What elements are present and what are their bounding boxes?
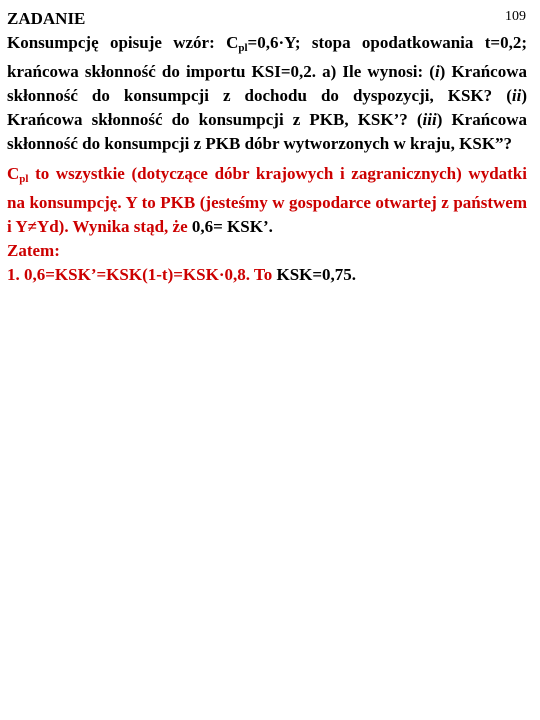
answer-p1-c: 0,6= KSK’.	[191, 217, 273, 236]
question-2-text: ) Krańcowa skłonność do konsumpcji z PKB, KSK’? (	[7, 86, 527, 129]
answer-p3-b: KSK=0,75.	[276, 265, 357, 284]
question-3-label: iii	[422, 110, 437, 129]
task-intro-subscript: pl	[238, 42, 248, 54]
answer-p3-a: 1. 0,6=KSK’=KSK(1-t)=KSK·0,8. To	[7, 265, 277, 284]
question-2-label: ii	[511, 86, 522, 105]
page-number: 109	[505, 9, 526, 24]
answer-p1-subscript: pl	[19, 173, 29, 185]
answer-paragraph-3	[7, 263, 527, 287]
question-1-label: i	[434, 62, 440, 81]
question-3-text: ) Krańcowa skłonność do konsumpcji z PKB dóbr wytworzonych w kraju, KSK”?	[7, 110, 527, 153]
answer-paragraph-1	[7, 162, 527, 239]
task-intro-2: =0,6·Y; stopa opodatkowania t=0,2; krańcowa skłonność do importu KSI=0,2. a) Ile wynosi: (	[7, 33, 527, 81]
question-1-text: ) Krańcowa skłonność do konsumpcji z dochodu do dyspozycji, KSK? (	[7, 62, 527, 105]
answer-block	[7, 162, 527, 287]
task-intro-1: Konsumpcję opisuje wzór: C	[7, 33, 239, 52]
task-text	[7, 31, 527, 156]
answer-paragraph-2: Zatem:	[7, 241, 60, 260]
task-heading: ZADANIE	[7, 9, 86, 28]
answer-p1-b: to wszystkie (dotyczące dóbr krajowych i zagranicznych) wydatki na konsumpcję. Y to PKB (jesteśmy w gospodarce otwartej z państwem i Y≠Yd). Wynika stąd, że	[7, 164, 527, 236]
answer-p1-a: C	[7, 164, 20, 183]
slide-content	[7, 7, 527, 287]
